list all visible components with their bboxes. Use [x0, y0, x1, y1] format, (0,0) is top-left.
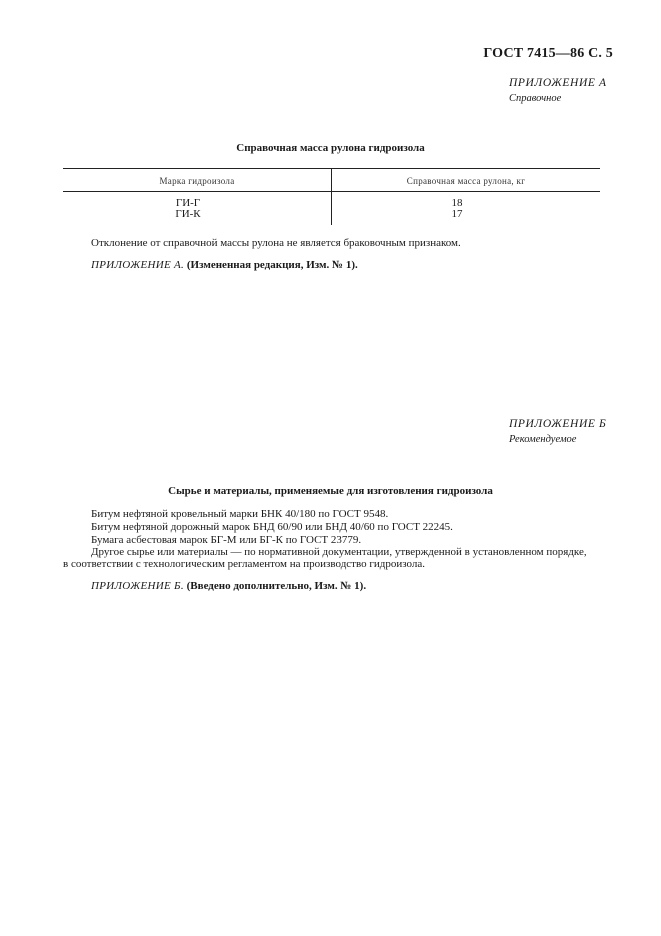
appendix-b-heading: Сырье и материалы, применяемые для изготовления гидроизола [168, 485, 493, 497]
note-label: ПРИЛОЖЕНИЕ А. [91, 259, 185, 271]
appendix-a-note [91, 259, 358, 271]
table-cell-grade: ГИ-К [175, 208, 201, 220]
appendix-b-subtitle: Рекомендуемое [509, 434, 577, 445]
material-line: в соответствии с технологическим регламентом на производство гидроизола. [63, 558, 426, 570]
deviation-text: Отклонение от справочной массы рулона не является браковочным признаком. [91, 237, 461, 249]
table-title: Справочная масса рулона гидроизола [236, 142, 425, 154]
table-header-grade: Марка гидроизола [159, 176, 235, 186]
appendix-a-subtitle: Справочное [509, 93, 562, 104]
note-label: ПРИЛОЖЕНИЕ Б. [91, 580, 184, 592]
appendix-a-title: ПРИЛОЖЕНИЕ А [509, 77, 607, 89]
table-cell-mass: 17 [451, 208, 463, 220]
appendix-b-note [91, 580, 366, 592]
note-text: (Измененная редакция, Изм. № 1). [186, 259, 358, 271]
table-header-mass: Справочная масса рулона, кг [406, 176, 526, 186]
material-line: Другое сырье или материалы — по нормативной документации, утвержденной в установленном порядке, [91, 546, 587, 558]
note-text: (Введено дополнительно, Изм. № 1). [186, 580, 367, 592]
table-cell-mass: 18 [451, 197, 463, 209]
material-line: Битум нефтяной кровельный марки БНК 40/180 по ГОСТ 9548. [91, 508, 389, 520]
table-cell-grade: ГИ-Г [175, 197, 201, 209]
appendix-b-title: ПРИЛОЖЕНИЕ Б [509, 418, 607, 430]
page-header: ГОСТ 7415—86 С. 5 [483, 46, 613, 61]
material-line: Битум нефтяной дорожный марок БНД 60/90 или БНД 40/60 по ГОСТ 22245. [91, 521, 453, 533]
material-line: Бумага асбестовая марок БГ-М или БГ-К по ГОСТ 23779. [91, 534, 362, 546]
